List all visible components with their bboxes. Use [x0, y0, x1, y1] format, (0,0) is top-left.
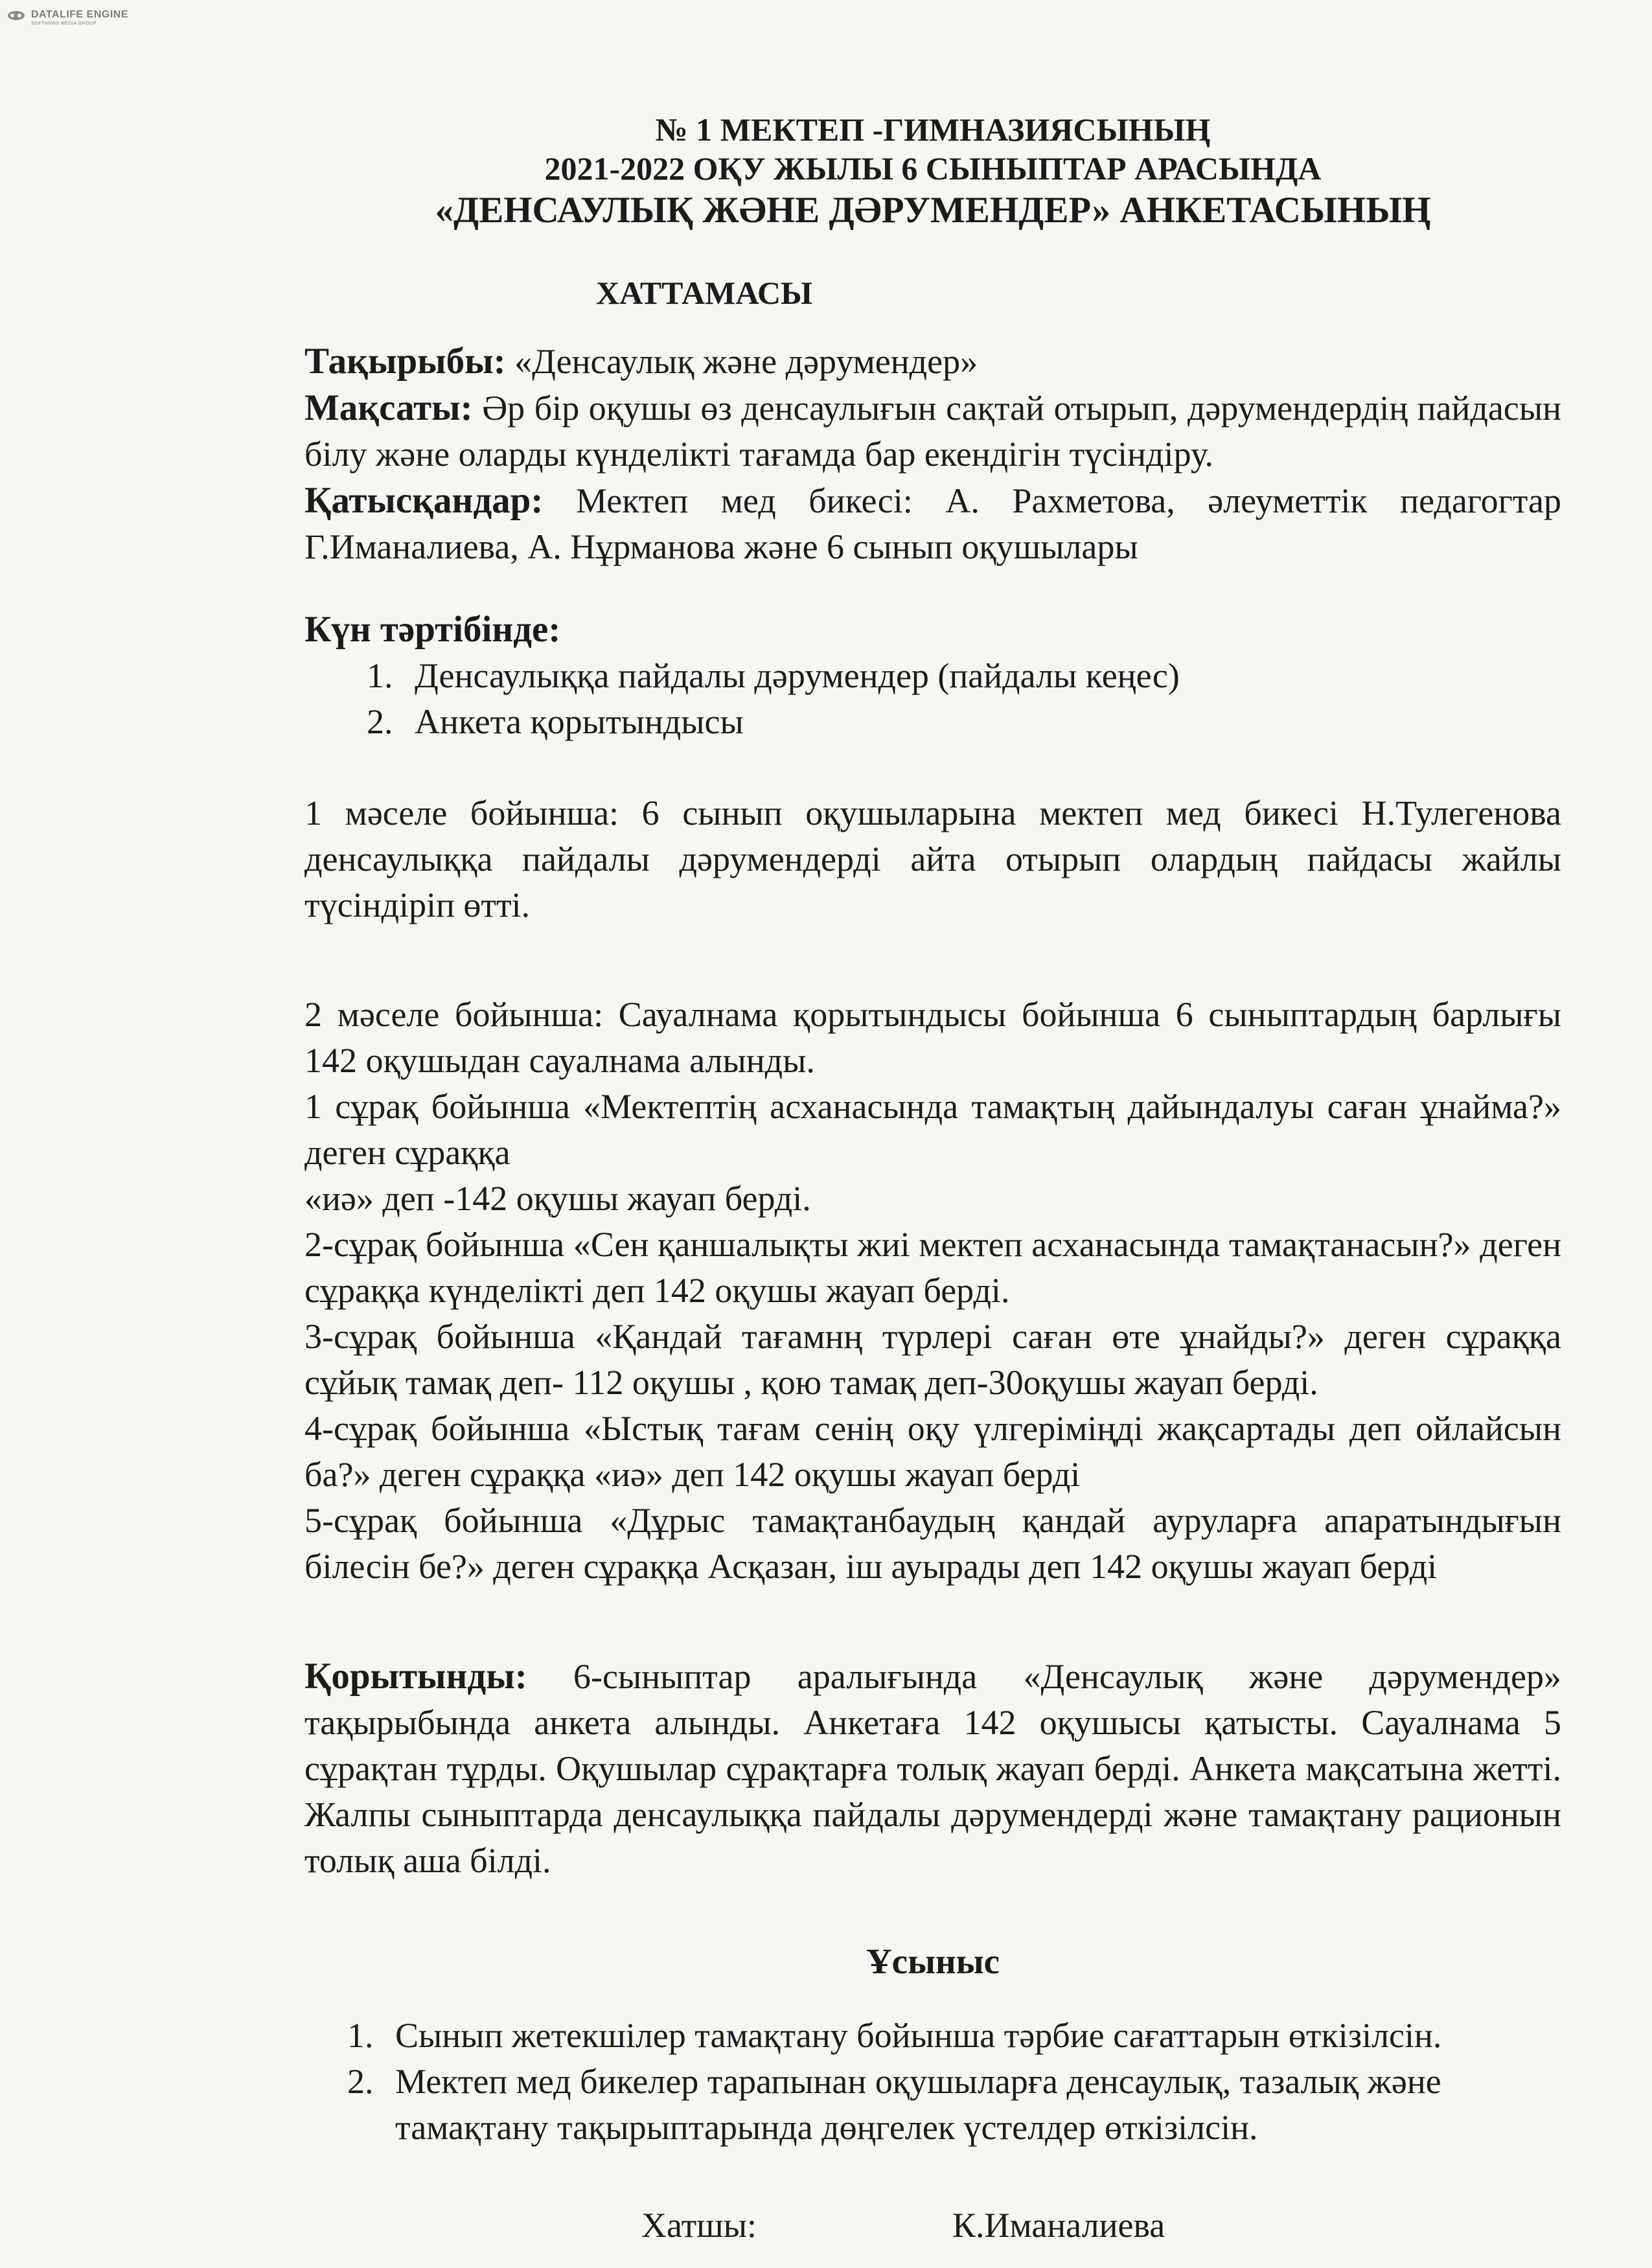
question-3: 3-сұрақ бойынша «Қандай тағамнң түрлері саған өте ұнайды?» деген сұраққа сұйық тамақ деп- 112 оқушы , қою тамақ деп-30оқушы жауап берді.: [304, 1317, 1561, 1402]
topic-line: [304, 338, 1561, 385]
recommendations-title: Ұсыныс: [866, 1942, 1000, 1981]
question-1-answer: «иә» деп -142 оқушы жауап берді.: [304, 1179, 811, 1218]
question-5: 5-сұрақ бойынша «Дұрыс тамақтанбаудың қандай ауруларға апаратындығын білесін бе?» деген сұраққа Асқазан, іш ауырады деп 142 оқушы жауап берді: [304, 1501, 1561, 1586]
signature-name: К.Иманалиева: [952, 2206, 1165, 2245]
issue-2-intro: 2 мәселе бойынша: Сауалнама қорытындысы бойынша 6 сыныптардың барлығы 142 оқушыдан сауалнама алынды.: [304, 995, 1561, 1080]
recommendation-item: 1. Сынып жетекшілер тамақтану бойынша тәрбие сағаттарын өткізілсін.: [382, 2013, 1561, 2059]
document-title: ХАТТАМАСЫ: [596, 275, 813, 311]
agenda-item: 1. Денсаулыққа пайдалы дәрумендер (пайдалы кеңес): [402, 653, 1561, 699]
header-line-1: № 1 МЕКТЕП -ГИМНАЗИЯСЫНЫҢ: [655, 111, 1211, 148]
datalife-logo-icon: [6, 9, 26, 22]
header-line-3: «ДЕНСАУЛЫҚ ЖӘНЕ ДӘРУМЕНДЕР» АНКЕТАСЫНЫҢ: [435, 190, 1431, 231]
signature-line: [304, 2203, 1561, 2254]
question-2: 2-сұрақ бойынша «Сен қаншалықты жиі мектеп асханасында тамақтанасын?» деген сұраққа күнделікті деп 142 оқушы жауап берді.: [304, 1225, 1561, 1310]
participants-text: Мектеп мед бикесі: А. Рахметова, әлеуметтік педагогтар Г.Иманалиева, А. Нұрманова және 6 сынып оқушылары: [304, 481, 1562, 566]
conclusion-paragraph: [304, 1653, 1561, 1884]
agenda-item: 2. Анкета қорытындысы: [402, 699, 1561, 745]
conclusion-label: Қорытынды:: [304, 1656, 527, 1697]
header-line-2: 2021-2022 ОҚУ ЖЫЛЫ 6 СЫНЫПТАР АРАСЫНДА: [544, 150, 1322, 187]
goal-label: Мақсаты:: [304, 387, 473, 428]
topic-text: «Денсаулық және дәрумендер»: [514, 342, 978, 381]
agenda-heading: [304, 606, 1561, 653]
participants-label: Қатысқандар:: [304, 480, 544, 521]
watermark-title: DATALIFE ENGINE: [31, 9, 129, 20]
agenda-list: [304, 653, 1561, 745]
question-1: 1 сұрақ бойынша «Мектептің асханасында тамақтың дайындалуы саған ұнайма?» деген сұраққа: [304, 1087, 1561, 1172]
topic-label: Тақырыбы:: [304, 341, 506, 382]
document-page: [304, 110, 1561, 2254]
goal-text: Әр бір оқушы өз денсаулығын сақтай отырып, дәрумендердің пайдасын білу және оларды күнделікті тағамда бар екендігін түсіндіру.: [304, 389, 1561, 474]
signature-role: Хатшы:: [641, 2206, 757, 2245]
recommendations-list: [304, 2013, 1561, 2151]
watermark-subtitle: SOFTNEWS MEDIA GROUP: [31, 21, 97, 26]
issue-1-paragraph: 1 мәселе бойынша: 6 сынып оқушыларына мектеп мед бикесі Н.Тулегенова денсаулыққа пайдалы дәрумендерді айта отырып олардың пайдасы жайлы түсіндіріп өтті.: [304, 794, 1561, 924]
recommendation-item: 2. Мектеп мед бикелер тарапынан оқушыларға денсаулық, тазалық және тамақтану тақырыптарында дөңгелек үстелдер өткізілсін.: [382, 2059, 1561, 2151]
agenda-label: Күн тәртібінде:: [304, 609, 561, 650]
watermark: [6, 9, 128, 27]
goal-paragraph: [304, 385, 1561, 477]
participants-paragraph: [304, 477, 1561, 570]
question-4: 4-сұрақ бойынша «Ыстық тағам сенің оқу үлгеріміңді жақсартады деп ойлайсын ба?» деген сұраққа «иә» деп 142 оқушы жауап берді: [304, 1409, 1561, 1494]
conclusion-text: 6-сыныптар аралығында «Денсаулық және дәрумендер» тақырыбында анкета алынды. Анкетаға 142 оқушысы қатысты. Сауалнама 5 сұрақтан тұрды. Оқушылар сұрақтарға толық жауап берді. Анкета мақсатына жетті. Жалпы сыныптарда денсаулыққа пайдалы дәрумендерді және тамақтану рационын толық аша білді.: [304, 1657, 1561, 1880]
